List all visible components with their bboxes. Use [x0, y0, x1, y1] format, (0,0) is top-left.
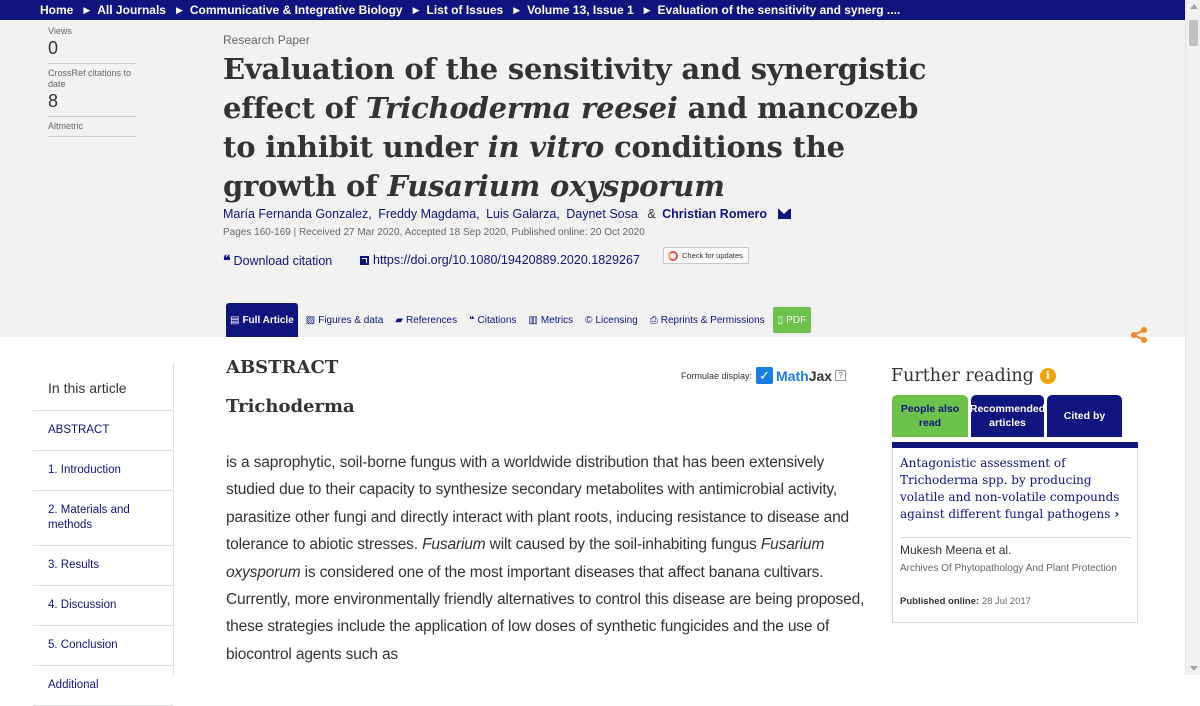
tab-people-also-read[interactable]: People also read [892, 395, 968, 437]
author-link[interactable]: Freddy Magdama, [378, 207, 480, 221]
nav-item-additional[interactable]: Additional [33, 666, 173, 706]
quote-icon: ❝ [469, 314, 475, 326]
author-link[interactable]: Daynet Sosa [566, 207, 638, 221]
check-updates-icon [668, 251, 678, 261]
scroll-up-icon[interactable] [1190, 4, 1198, 9]
chevron-right-icon: ▶ [643, 4, 651, 15]
document-icon: ▤ [230, 314, 240, 326]
views-label: Views [48, 26, 72, 36]
nav-item-materials-methods[interactable]: 2. Materials and methods [33, 491, 173, 546]
breadcrumb-current: Evaluation of the sensitivity and synerg .... [657, 3, 901, 17]
nav-item-abstract[interactable]: ABSTRACT [33, 411, 173, 451]
download-citation-label: Download citation [233, 254, 333, 268]
tab-references[interactable]: ▰ References [395, 314, 458, 326]
publication-info: Pages 160-169 | Received 27 Mar 2020, Accepted 18 Sep 2020, Published online: 20 Oct 2020 [223, 227, 645, 238]
article-type: Research Paper [223, 33, 310, 47]
breadcrumb-list-of-issues[interactable]: List of Issues [426, 3, 504, 17]
crossref-metric[interactable] [48, 68, 136, 117]
scroll-down-icon[interactable] [1190, 666, 1198, 671]
related-article-journal: Archives Of Phytopathology And Plant Protection [900, 563, 1117, 574]
further-reading-tabs [892, 395, 1125, 437]
crossref-value: 8 [48, 91, 59, 111]
views-value: 0 [48, 38, 59, 58]
chevron-right-icon: ▶ [412, 4, 420, 15]
further-reading-title: Further reading i [891, 366, 1056, 386]
external-link-icon [360, 256, 369, 265]
breadcrumb-all-journals[interactable]: All Journals [97, 3, 166, 17]
article-metrics [48, 26, 136, 141]
tab-reprints[interactable]: ⎙ Reprints & Permissions [649, 314, 765, 326]
nav-heading: In this article [33, 363, 173, 411]
tab-citations[interactable]: ❝ Citations [469, 314, 517, 326]
nav-item-discussion[interactable]: 4. Discussion [33, 586, 173, 626]
tab-metrics[interactable]: ▥ Metrics [528, 314, 574, 326]
breadcrumb-home[interactable]: Home [40, 3, 74, 17]
chevron-right-icon: ▶ [83, 4, 91, 15]
related-article-authors: Mukesh Meena et al. [900, 543, 1012, 557]
breadcrumb [0, 0, 1185, 20]
breadcrumb-journal[interactable]: Communicative & Integrative Biology [189, 3, 403, 17]
breadcrumb-volume[interactable]: Volume 13, Issue 1 [527, 3, 634, 17]
mail-icon[interactable] [778, 209, 791, 219]
formulae-label: Formulae display: [681, 370, 753, 381]
tab-licensing[interactable]: © Licensing [585, 314, 638, 326]
doi-label: https://doi.org/10.1080/19420889.2020.1829267 [373, 253, 640, 267]
nav-item-introduction[interactable]: 1. Introduction [33, 451, 173, 491]
altmetric-label: Altmetric [48, 121, 84, 131]
info-icon[interactable]: i [1040, 368, 1056, 384]
quote-icon: ❝ [223, 253, 231, 269]
tab-figures[interactable]: ▨ Figures & data [305, 314, 384, 326]
formulae-display [681, 367, 846, 384]
tab-pdf[interactable]: ▯ PDF [773, 307, 812, 333]
book-icon: ▰ [395, 314, 403, 326]
chevron-right-icon: ▶ [175, 4, 183, 15]
check-updates-label: Check for updates [682, 251, 743, 260]
bar-chart-icon: ▥ [528, 314, 538, 326]
mathjax-help-button[interactable]: ? [835, 370, 846, 381]
chevron-right-icon: ▶ [513, 4, 521, 15]
author-link[interactable]: María Fernanda Gonzalez, [223, 207, 372, 221]
views-metric [48, 26, 136, 64]
further-reading-card [892, 448, 1138, 623]
altmetric-metric[interactable] [48, 121, 136, 137]
share-icon[interactable] [1130, 326, 1148, 344]
chevron-right-icon: › [1114, 507, 1120, 521]
card-divider [900, 537, 1132, 538]
article-tabs [226, 303, 815, 337]
mathjax-logo: MathJax [776, 367, 833, 384]
doi-link[interactable] [360, 253, 640, 267]
author-link[interactable]: Luis Galarza, [486, 207, 560, 221]
image-icon: ▨ [305, 314, 316, 326]
page-title: Evaluation of the sensitivity and synergistic effect of Trichoderma reesei and mancozeb to inhibit under in vitro conditions the growth of Fusarium oxysporum [223, 52, 927, 203]
author-list [223, 207, 791, 221]
in-this-article-nav [33, 363, 174, 691]
abstract-body: is a saprophytic, soil-borne fungus with a worldwide distribution that has been extensively studied due to their capacity to synthesize secondary metabolites with antimicrobial activity, parasitize other fungi and directly interact with plant roots, inducing resistance to disease and tolerance to abiotic stresses. Fusarium wilt caused by the soil-inhabiting fungus Fusarium oxysporum is considered one of the most important diseases that affect banana cultivars. Currently, more environmentally friendly alternatives to control this disease are being proposed, these strategies include the application of low doses of synthetic fungicides and the use of biocontrol agents such as [226, 454, 865, 663]
copyright-icon: © [585, 314, 593, 326]
scrollbar-thumb[interactable] [1189, 20, 1198, 46]
related-article-published: Published online: 28 Jul 2017 [900, 596, 1031, 607]
mathjax-check-icon[interactable]: ✓ [756, 367, 773, 384]
nav-item-conclusion[interactable]: 5. Conclusion [33, 626, 173, 666]
author-ampersand: & [647, 207, 656, 221]
related-article-link[interactable]: Antagonistic assessment of Trichoderma spp. by producing volatile and non-volatile compounds against different fungal pathogens › [900, 456, 1120, 521]
download-citation-link[interactable] [223, 253, 332, 269]
tab-cited-by[interactable]: Cited by [1047, 395, 1122, 437]
tab-full-article[interactable]: ▤ Full Article [226, 303, 298, 337]
page-scrollbar[interactable] [1185, 0, 1200, 675]
check-updates-button[interactable] [663, 247, 749, 264]
pdf-icon: ▯ [777, 314, 784, 326]
crossref-label: CrossRef citations to date [48, 68, 132, 89]
nav-item-results[interactable]: 3. Results [33, 546, 173, 586]
abstract-heading: ABSTRACT [226, 357, 339, 378]
abstract-subheading: Trichoderma [226, 396, 355, 417]
corresponding-author-link[interactable]: Christian Romero [662, 207, 768, 221]
article-header [0, 20, 1185, 337]
tab-recommended-articles[interactable]: Recommended articles [971, 395, 1044, 437]
print-icon: ⎙ [649, 314, 658, 326]
